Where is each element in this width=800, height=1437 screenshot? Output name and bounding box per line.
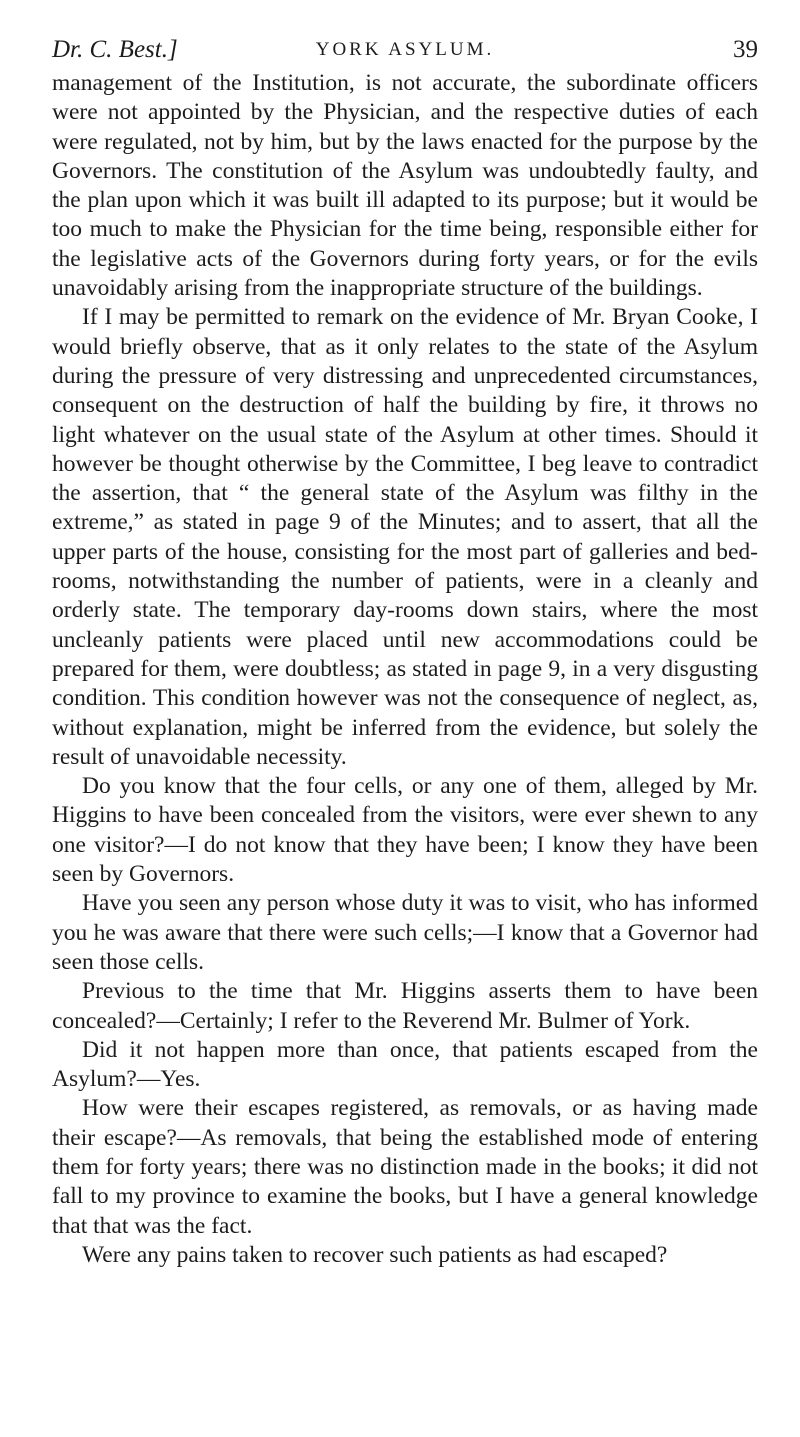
page-number: 39 [733,36,758,63]
paragraph-question-registered: How were their escapes registered, as removals, or as having made their escape?—As removals, that being the established mode of entering them for forty years; there was no distinction made in the books; it did not fall to my province to examine the books, but I have a general knowledge that that was the fact. [52,1095,758,1239]
paragraph-question-previous: Previous to the time that Mr. Higgins asserts them to have been concealed?—Certainly; I refer to the Reverend Mr. Bulmer of York. [52,978,758,1034]
running-head [52,32,758,68]
paragraph-continuation: management of the Institution, is not accurate, the subordinate officers were not appointed by the Physician, and the respective duties of each were regulated, not by him, but by the laws enacted for the purpose by the Governors. The constitution of the Asylum was undoubtedly faulty, and the plan upon which it was built ill adapted to its purpose; but it would be too much to make the Physician for the time being, responsible either for the legislative acts of the Governors during forty years, or for the evils unavoidably arising from the inappropriate structure of the buildings. [52,70,758,302]
running-head-author: Dr. C. Best.] [52,36,178,63]
paragraph-question-escapes: Did it not happen more than once, that patients escaped from the Asylum?—Yes. [52,1036,758,1093]
paragraph-question-cells: Do you know that the four cells, or any one of them, alleged by Mr. Higgins to have been concealed from the visitors, were ever shewn to any one visitor?—I do not know that they have been; I know they have been seen by Governors. [52,773,758,888]
running-head-title: YORK ASYLUM. [315,39,495,60]
body-text [52,69,758,1270]
paragraph-question-visitor: Have you seen any person whose duty it was to visit, who has informed you he was aware that there were such cells;—I know that a Governor had seen those cells. [52,890,758,975]
paragraph-question-recover: Were any pains taken to recover such patients as had escaped? [82,1241,668,1268]
paragraph-cooke-evidence: If I may be permitted to remark on the evidence of Mr. Bryan Cooke, I would briefly observe, that as it only relates to the state of the Asylum during the pressure of very distressing and unprecedented circumstances, consequent on the destruction of half the building by fire, it throws no light whatever on the usual state of the Asylum at other times. Should it however be thought otherwise by the Committee, I beg leave to contradict the assertion, that “ the general state of the Asylum was filthy in the extreme,” as stated in page 9 of the Minutes; and to assert, that all the upper parts of the house, consisting for the most part of galleries and bed-rooms, notwithstanding the number of patients, were in a cleanly and orderly state. The temporary day-rooms down stairs, where the most uncleanly patients were placed until new accommodations could be prepared for them, were doubtless; as stated in page 9, in a very disgusting condition. This condition however was not the consequence of neglect, as, without explanation, might be inferred from the evidence, but solely the result of unavoidable necessity. [52,304,758,770]
